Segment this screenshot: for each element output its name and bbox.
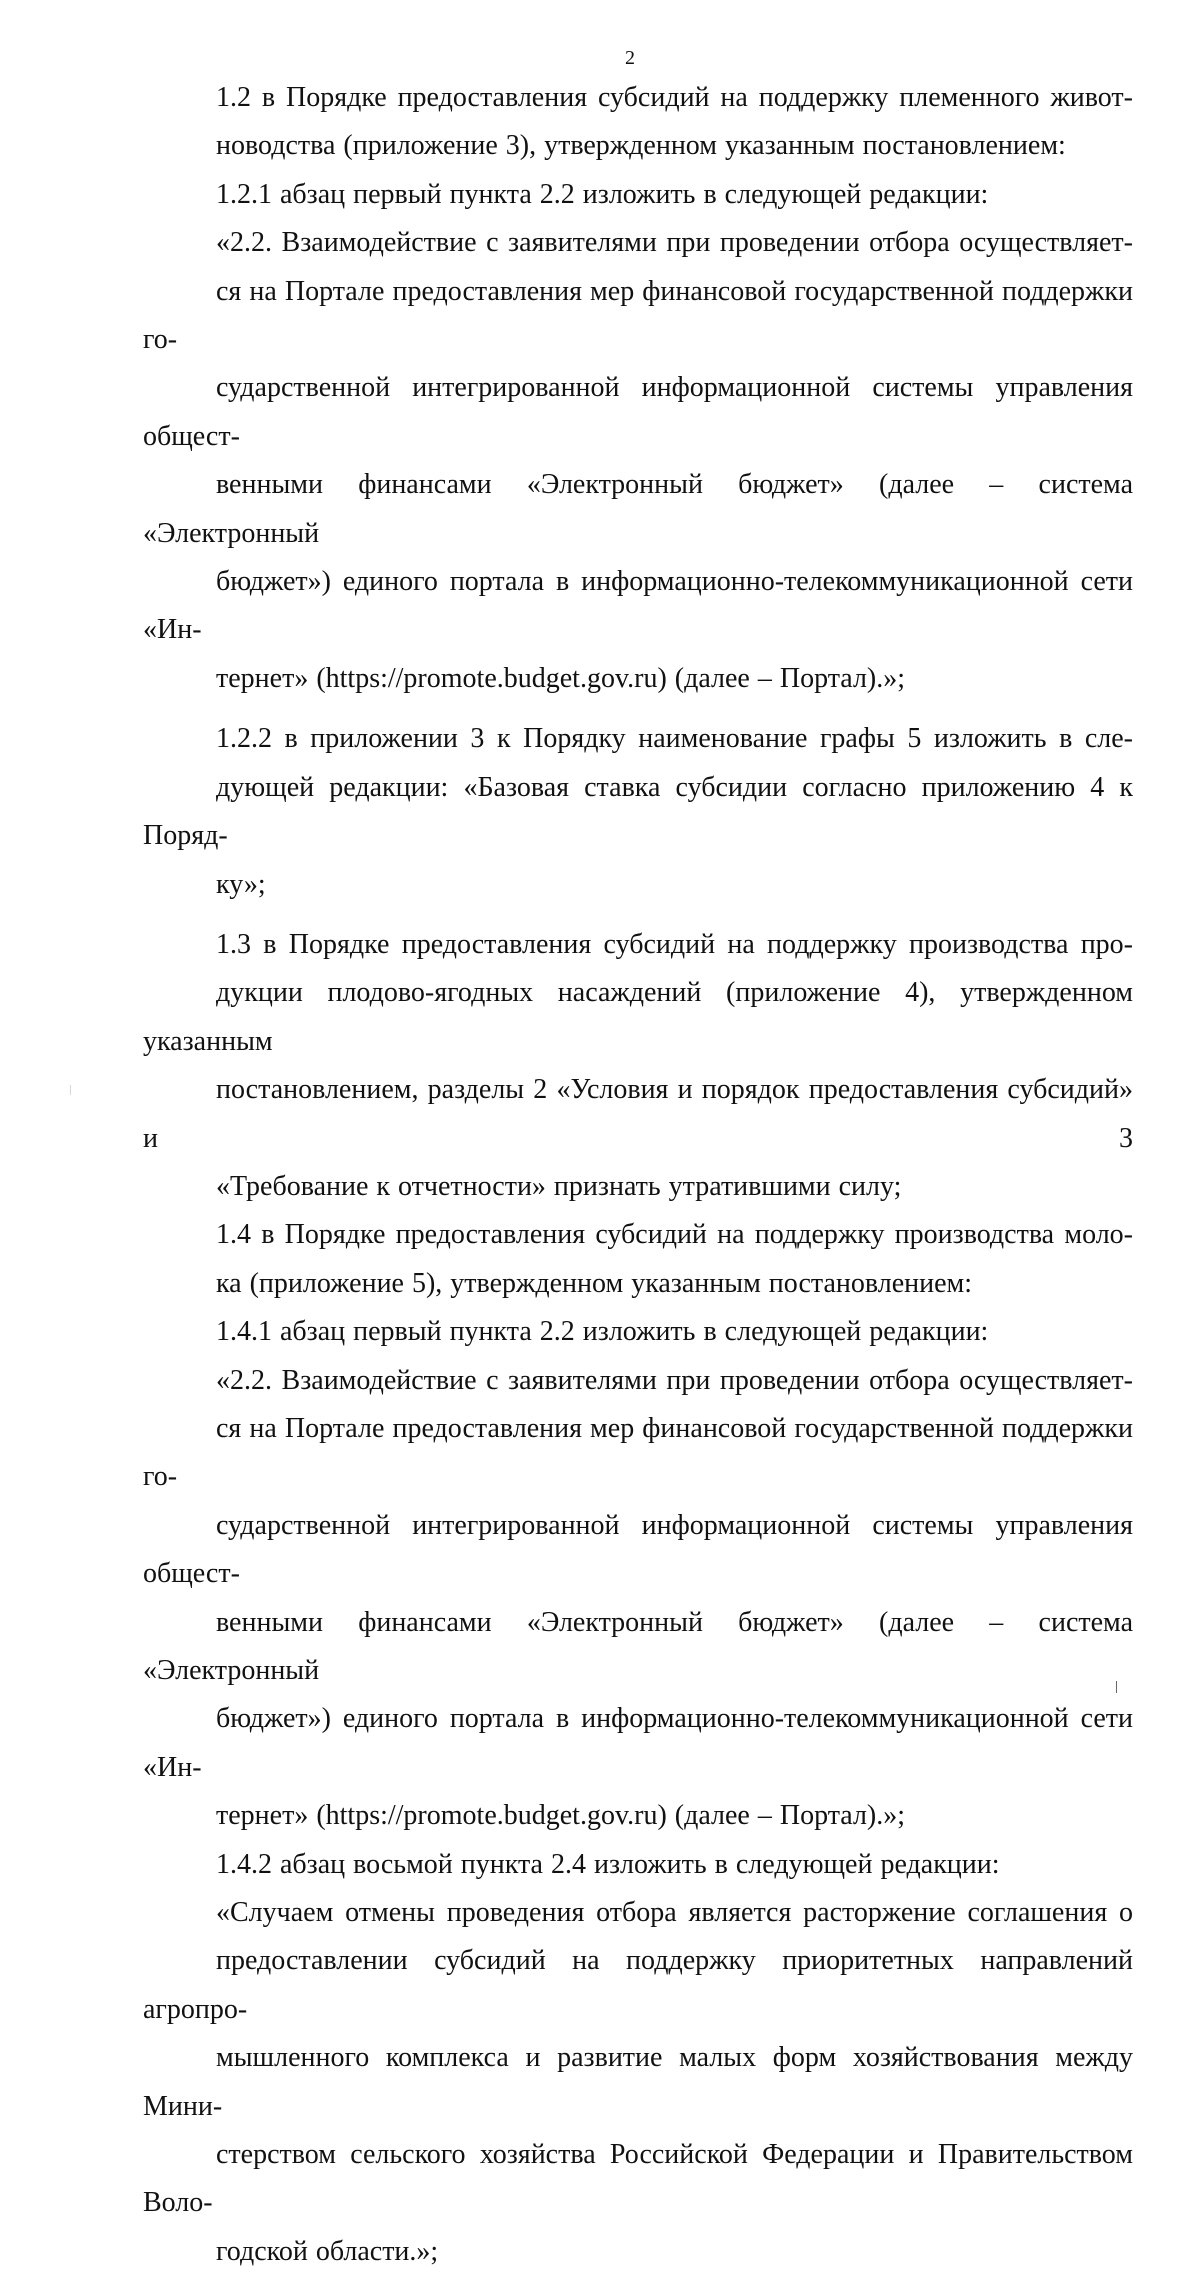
- text-line: 1.4 в Порядке предоставления субсидий на поддержку производства моло-: [216, 1219, 1133, 1251]
- paragraph-1-2: [143, 74, 1133, 171]
- paragraph-1-4: [143, 1211, 1133, 1308]
- text-line: бюджет») единого портала в информационно-телекоммуникационной сети «Ин-: [143, 1703, 1133, 1783]
- text-line: дующей редакции: «Базовая ставка субсидии согласно приложению 4 к Поряд-: [143, 771, 1133, 852]
- text-line: тернет» (https://promote.budget.gov.ru) (далее – Портал).»;: [216, 1800, 906, 1832]
- text-line: бюджет») единого портала в информационно-телекоммуникационной сети «Ин-: [143, 566, 1133, 646]
- text-line: сударственной интегрированной информационной системы управления общест-: [143, 372, 1133, 452]
- text-line: 1.4.1 абзац первый пункта 2.2 изложить в следующей редакции:: [216, 1316, 989, 1348]
- text-line: сударственной интегрированной информационной системы управления общест-: [143, 1509, 1133, 1590]
- text-line: 1.2.2 в приложении 3 к Порядку наименование графы 5 изложить в сле-: [216, 723, 1133, 755]
- text-line: ка (приложение 5), утвержденном указанным постановлением:: [216, 1267, 973, 1299]
- text-line: ку»;: [216, 868, 266, 900]
- text-line: «2.2. Взаимодействие с заявителями при проведении отбора осуществляет-: [216, 227, 1133, 259]
- text-line: 1.2.1 абзац первый пункта 2.2 изложить в следующей редакции:: [216, 178, 989, 210]
- paragraph-1-2-2: [143, 715, 1133, 909]
- scan-margin-mark: [70, 1085, 71, 1095]
- text-line: ся на Портале предоставления мер финансовой государственной поддержки го-: [143, 1412, 1133, 1493]
- paragraph-1-2-1: [143, 171, 1133, 219]
- text-line: 1.4.2 абзац восьмой пункта 2.4 изложить в следующей редакции:: [216, 1848, 1000, 1880]
- text-line: постановлением, разделы 2 «Условия и порядок предоставления субсидий» и 3: [143, 1074, 1133, 1154]
- text-line: новодства (приложение 3), утвержденном указанным постановлением:: [216, 130, 1066, 162]
- paragraph-1-4-1: [143, 1308, 1133, 1356]
- paragraph-1-4-2: [143, 1841, 1133, 1889]
- text-line: венными финансами «Электронный бюджет» (далее – система «Электронный: [143, 1606, 1133, 1686]
- document-body: [143, 74, 1133, 2276]
- text-line: венными финансами «Электронный бюджет» (далее – система «Электронный: [143, 469, 1133, 549]
- text-line: стерством сельского хозяйства Российской Федерации и Правительством Воло-: [143, 2139, 1133, 2219]
- text-line: предоставлении субсидий на поддержку приоритетных направлений агропро-: [143, 1945, 1133, 2025]
- text-line: «2.2. Взаимодействие с заявителями при проведении отбора осуществляет-: [216, 1364, 1133, 1396]
- paragraph-quote-2-2-first: [143, 219, 1133, 703]
- text-line: годской области.»;: [216, 2235, 439, 2267]
- text-line: дукции плодово-ягодных насаждений (приложение 4), утвержденном указанным: [143, 977, 1133, 1057]
- text-line: тернет» (https://promote.budget.gov.ru) (далее – Портал).»;: [216, 662, 906, 694]
- scan-corner-mark: [1116, 1681, 1117, 1693]
- text-line: 1.2 в Порядке предоставления субсидий на поддержку племенного живот-: [216, 82, 1133, 113]
- text-line: «Случаем отмены проведения отбора является расторжение соглашения о: [216, 1897, 1133, 1929]
- paragraph-quote-2-4: [143, 1889, 1133, 2276]
- text-line: «Требование к отчетности» признать утратившими силу;: [216, 1170, 902, 1202]
- page-number: 2: [625, 47, 635, 69]
- paragraph-1-3: [143, 921, 1133, 1211]
- text-line: ся на Портале предоставления мер финансовой государственной поддержки го-: [143, 275, 1133, 356]
- text-line: 1.3 в Порядке предоставления субсидий на поддержку производства про-: [216, 928, 1133, 960]
- text-line: мышленного комплекса и развитие малых форм хозяйствования между Мини-: [143, 2042, 1133, 2122]
- paragraph-quote-2-2-second: [143, 1357, 1133, 1841]
